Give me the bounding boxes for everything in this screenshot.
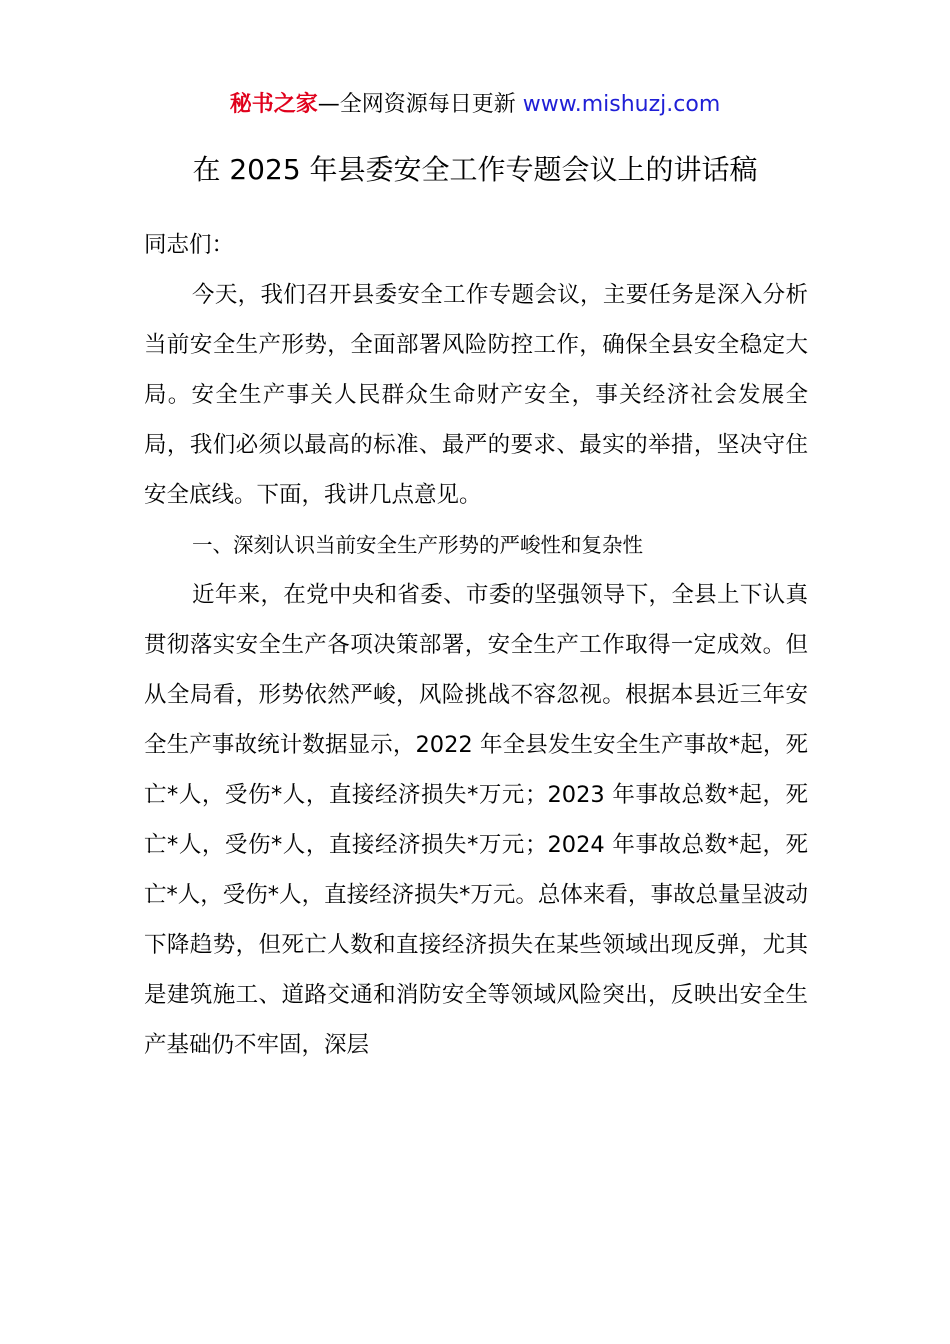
site-url-link[interactable]: www.mishuzj.com bbox=[522, 92, 721, 117]
site-tagline: —全网资源每日更新 bbox=[317, 92, 516, 117]
salutation: 同志们： bbox=[144, 232, 235, 258]
paragraph-situation: 近年来，在党中央和省委、市委的坚强领导下，全县上下认真贯彻落实安全生产各项决策部署，安全生产工作取得一定成效。但从全局看，形势依然严峻，风险挑战不容忽视。根据本县近三年安全生产事故统计数据显示，2022 年全县发生安全生产事故*起，死亡*人，受伤*人，直接经济损失*万元；2023 年事故总数*起，死亡*人，受伤*人，直接经济损失*万元；2024 年事故总数*起，死亡*人，受伤*人，直接经济损失*万元。总体来看，事故总量呈波动下降趋势，但死亡人数和直接经济损失在某些领域出现反弹，尤其是建筑施工、道路交通和消防安全等领域风险突出，反映出安全生产基础仍不牢固，深层 bbox=[144, 582, 808, 1058]
paragraph-intro: 今天，我们召开县委安全工作专题会议，主要任务是深入分析当前安全生产形势，全面部署风险防控工作，确保全县安全稳定大局。安全生产事关人民群众生命财产安全，事关经济社会发展全局，我们必须以最高的标准、最严的要求、最实的举措，坚决守住安全底线。下面，我讲几点意见。 bbox=[144, 282, 808, 508]
site-brand: 秘书之家 bbox=[229, 92, 318, 117]
document-title: 在 2025 年县委安全工作专题会议上的讲话稿 bbox=[192, 153, 758, 186]
section-heading-1: 一、深刻认识当前安全生产形势的严峻性和复杂性 bbox=[192, 533, 643, 557]
document-body bbox=[144, 220, 808, 1070]
site-header bbox=[0, 90, 950, 120]
